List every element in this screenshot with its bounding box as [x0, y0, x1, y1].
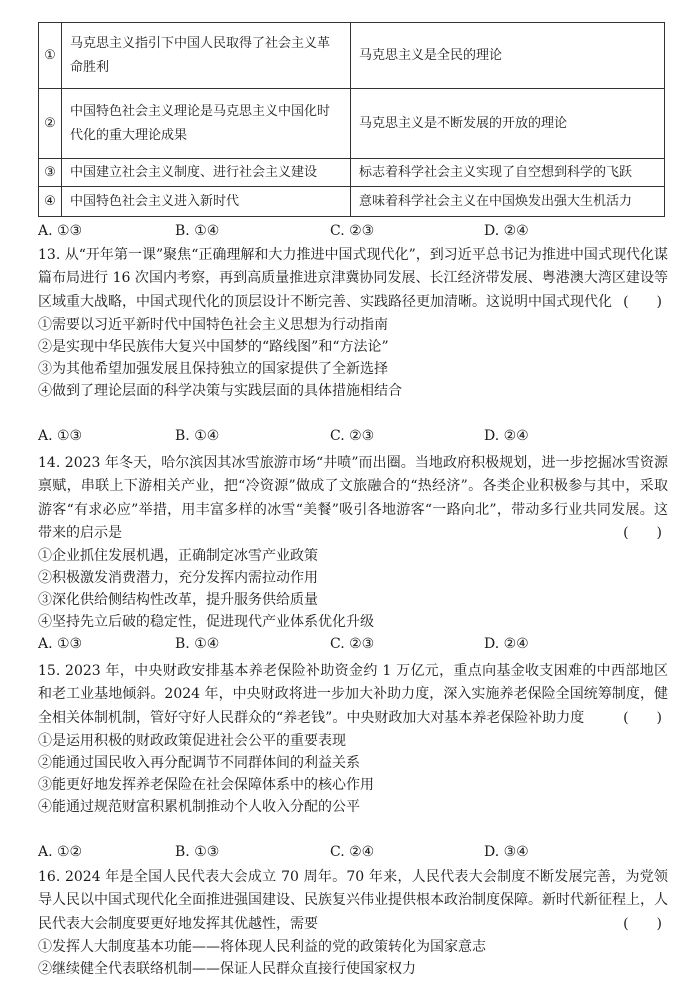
- choice-b[interactable]: B. ①③: [175, 844, 220, 860]
- statement-item: ②能通过国民收入再分配调节不同群体间的利益关系: [38, 754, 360, 771]
- choice-a[interactable]: A. ①③: [38, 223, 83, 239]
- statement-item: ④做到了理论层面的科学决策与实践层面的具体措施相结合: [38, 382, 402, 399]
- question-13: [38, 244, 668, 402]
- options-table: [38, 22, 665, 217]
- table-row: [39, 89, 665, 159]
- question-15: [38, 660, 668, 818]
- statement-item: ②继续健全代表联络机制——保证人民群众直接行使国家权力: [38, 960, 416, 977]
- row-number: ③: [39, 159, 62, 187]
- choice-d[interactable]: D. ③④: [484, 844, 529, 860]
- q13-choices: [38, 428, 668, 448]
- statement-item: ①发挥人大制度基本功能——将体现人民利益的党的政策转化为国家意志: [38, 938, 486, 955]
- choice-c[interactable]: C. ②③: [330, 636, 375, 652]
- choice-c[interactable]: C. ②③: [330, 223, 375, 239]
- table-cell: 马克思主义是全民的理论: [351, 23, 665, 89]
- question-stem: 13. 从“开年第一课”聚焦“正确理解和大力推进中国式现代化”，到习近平总书记为推进中国式现代化谋篇布局进行 16 次国内考察，再到高质量推进京津冀协同发展、长江经济带发展、粤港澳大湾区建设等区域重大战略，中国式现代化的顶层设计不断完善、实践路径更加清晰。这说明中国式现代化 ( ): [38, 244, 668, 314]
- question-14: [38, 452, 668, 633]
- question-stem: 15. 2023 年，中央财政安排基本养老保险补助资金约 1 万亿元，重点向基金收支困难的中西部地区和老工业基地倾斜。2024 年，中央财政将进一步加大补助力度，深入实施养老保险全国统筹制度，健全相关体制机制，管好守好人民群众的“养老钱”。中央财政加大对基本养老保险补助力度 ( ): [38, 660, 668, 730]
- table-row: [39, 159, 665, 187]
- table-cell: 马克思主义指引下中国人民取得了社会主义革命胜利: [62, 23, 351, 89]
- choice-b[interactable]: B. ①④: [175, 223, 220, 239]
- table-cell: 马克思主义是不断发展的开放的理论: [351, 89, 665, 159]
- choice-c[interactable]: C. ②③: [330, 428, 375, 444]
- choice-d[interactable]: D. ②④: [484, 428, 529, 444]
- answer-blank[interactable]: ( ): [623, 709, 662, 726]
- row-number: ①: [39, 23, 62, 89]
- choice-c[interactable]: C. ②④: [330, 844, 375, 860]
- q12-choices: [38, 223, 668, 243]
- q14-choices: [38, 636, 668, 656]
- answer-blank[interactable]: ( ): [623, 524, 662, 541]
- statement-item: ①是运用积极的财政政策促进社会公平的重要表现: [38, 732, 346, 749]
- q15-choices: [38, 844, 668, 864]
- statement-item: ①企业抓住发展机遇，正确制定冰雪产业政策: [38, 548, 318, 565]
- choice-d[interactable]: D. ②④: [484, 636, 529, 652]
- table-cell: 中国建立社会主义制度、进行社会主义建设: [62, 159, 351, 187]
- choice-d[interactable]: D. ②④: [484, 223, 529, 239]
- table-cell: 中国特色社会主义理论是马克思主义中国化时代化的重大理论成果: [62, 89, 351, 159]
- answer-blank[interactable]: ( ): [623, 293, 662, 310]
- table-row: [39, 187, 665, 217]
- statement-item: ③深化供给侧结构性改革，提升服务供给质量: [38, 592, 318, 609]
- statement-item: ④能通过规范财富积累机制推动个人收入分配的公平: [38, 798, 360, 815]
- statement-item: ①需要以习近平新时代中国特色社会主义思想为行动指南: [38, 316, 388, 333]
- statement-item: ③为其他希望加强发展且保持独立的国家提供了全新选择: [38, 360, 388, 377]
- statement-item: ④坚持先立后破的稳定性，促进现代产业体系优化升级: [38, 614, 374, 631]
- answer-blank[interactable]: ( ): [623, 915, 662, 932]
- question-stem: 14. 2023 年冬天，哈尔滨因其冰雪旅游市场“井喷”而出圈。当地政府积极规划，进一步挖掘冰雪资源禀赋，串联上下游相关产业，把“冷资源”做成了文旅融合的“热经济”。各类企业积极参与其中，采取游客“有求必应”举措，用丰富多样的冰雪“美餐”吸引各地游客“一路向北”，带动多行业共同发展。这带来的启示是 ( ): [38, 452, 668, 545]
- question-16: [38, 866, 668, 980]
- table-cell: 标志着科学社会主义实现了自空想到科学的飞跃: [351, 159, 665, 187]
- table-cell: 中国特色社会主义进入新时代: [62, 187, 351, 217]
- choice-a[interactable]: A. ①②: [38, 844, 83, 860]
- row-number: ②: [39, 89, 62, 159]
- row-number: ④: [39, 187, 62, 217]
- table-row: [39, 23, 665, 89]
- choice-b[interactable]: B. ①④: [175, 636, 220, 652]
- statement-item: ②积极激发消费潜力，充分发挥内需拉动作用: [38, 570, 318, 587]
- statement-item: ③能更好地发挥养老保险在社会保障体系中的核心作用: [38, 776, 374, 793]
- choice-a[interactable]: A. ①③: [38, 636, 83, 652]
- choice-b[interactable]: B. ①④: [175, 428, 220, 444]
- question-stem: 16. 2024 年是全国人民代表大会成立 70 周年。70 年来，人民代表大会制度不断发展完善，为党领导人民以中国式现代化全面推进强国建设、民族复兴伟业提供根本政治制度保障。新时代新征程上，人民代表大会制度要更好地发挥其优越性，需要 ( ): [38, 866, 668, 936]
- statement-item: ②是实现中华民族伟大复兴中国梦的“路线图”和“方法论”: [38, 338, 389, 355]
- table-cell: 意味着科学社会主义在中国焕发出强大生机活力: [351, 187, 665, 217]
- choice-a[interactable]: A. ①③: [38, 428, 83, 444]
